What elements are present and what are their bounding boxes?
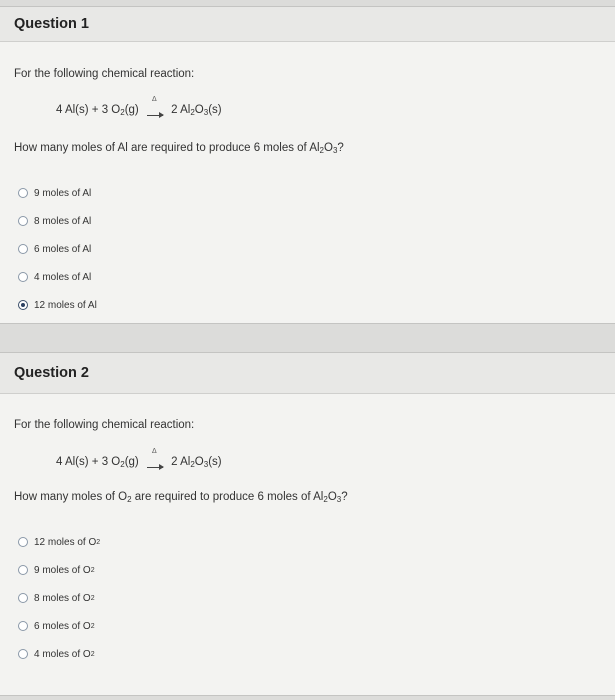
- question-1-panel: [0, 6, 615, 324]
- question-2-panel: [0, 352, 615, 696]
- heat-arrow-icon: Δ: [146, 104, 164, 116]
- radio-unchecked-icon[interactable]: [18, 244, 28, 254]
- radio-unchecked-icon[interactable]: [18, 537, 28, 547]
- question-2-option-5[interactable]: 4 moles of O 2: [18, 646, 95, 662]
- question-1-title: Question 1: [0, 7, 615, 42]
- question-1-equation: 4 Al(s) + 3 $O_2(g)$ Δ 2 $Al_2O_3(s)$: [56, 96, 222, 118]
- question-1-option-2[interactable]: 8 moles of Al: [18, 213, 91, 229]
- question-2-option-1[interactable]: 12 moles of O 2: [18, 534, 100, 550]
- radio-unchecked-icon[interactable]: [18, 216, 28, 226]
- radio-unchecked-icon[interactable]: [18, 272, 28, 282]
- question-1-option-3[interactable]: 6 moles of Al: [18, 241, 91, 257]
- radio-unchecked-icon[interactable]: [18, 649, 28, 659]
- question-1-text: How many moles of Al are required to produce 6 moles of $Al_2O_3$?: [14, 142, 344, 155]
- radio-checked-icon[interactable]: [18, 300, 28, 310]
- question-2-text: How many moles of $O_2$ are required to produce 6 moles of $Al_2O_3$?: [14, 491, 348, 504]
- question-2-option-2[interactable]: 9 moles of O 2: [18, 562, 95, 578]
- question-1-option-4[interactable]: 4 moles of Al: [18, 269, 91, 285]
- question-2-title: Question 2: [0, 353, 615, 394]
- question-2-prompt: For the following chemical reaction:: [14, 419, 195, 431]
- question-1-prompt: For the following chemical reaction:: [14, 68, 195, 80]
- radio-unchecked-icon[interactable]: [18, 565, 28, 575]
- question-1-option-5[interactable]: 12 moles of Al: [18, 297, 97, 313]
- question-2-option-3[interactable]: 8 moles of O 2: [18, 590, 95, 606]
- radio-unchecked-icon[interactable]: [18, 621, 28, 631]
- question-2-option-4[interactable]: 6 moles of O 2: [18, 618, 95, 634]
- radio-unchecked-icon[interactable]: [18, 188, 28, 198]
- question-2-equation: 4 Al(s) + 3 $O_2(g)$ Δ 2 $Al_2O_3(s)$: [56, 448, 222, 470]
- heat-arrow-icon: Δ: [146, 456, 164, 468]
- question-1-option-1[interactable]: 9 moles of Al: [18, 185, 91, 201]
- radio-unchecked-icon[interactable]: [18, 593, 28, 603]
